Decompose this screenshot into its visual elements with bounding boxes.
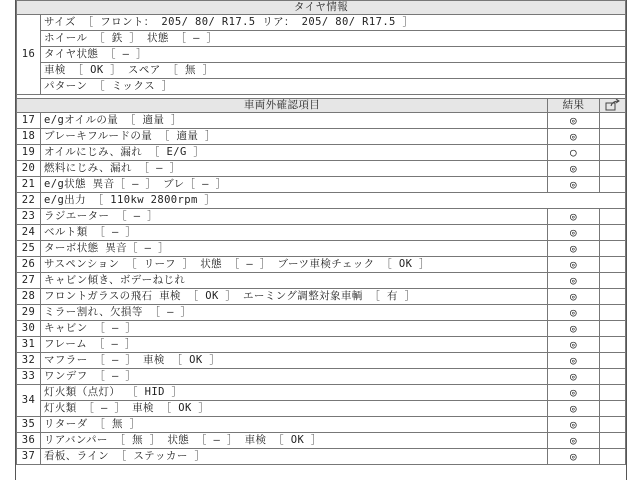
check-item: キャビン傾き、ボデーねじれ [41,273,548,289]
check-item: 灯火類 ［ ― ］ 車検 ［ OK ］ [41,401,548,417]
check-item: ラジエーター ［ ― ］ [41,209,548,225]
check-result: ◎ [548,129,600,145]
check-result: ◎ [548,305,600,321]
table-row [17,385,626,401]
blank-cell [600,353,626,369]
blank-cell [600,177,626,193]
tire-wheel: ホイール ［ 鉄 ］ 状態 ［ ― ］ [41,31,626,47]
check-result: ○ [548,145,600,161]
tire-info-table [16,0,626,95]
table-row [17,225,626,241]
check-item: マフラー ［ ― ］ 車検 ［ OK ］ [41,353,548,369]
tire-pattern: パターン ［ ミックス ］ [41,79,626,95]
table-row [17,289,626,305]
blank-cell [600,337,626,353]
row-number: 19 [17,145,41,161]
check-item: リターダ ［ 無 ］ [41,417,548,433]
exterior-header: 車両外確認項目 [17,99,548,113]
row-number: 30 [17,321,41,337]
table-row [17,161,626,177]
table-row [17,433,626,449]
row-number: 25 [17,241,41,257]
check-item: 燃料にじみ、漏れ ［ ― ］ [41,161,548,177]
blank-cell [600,129,626,145]
row-number: 31 [17,337,41,353]
check-item: e/g出力 ［ 110kw 2800rpm ］ [41,193,626,209]
check-result: ◎ [548,161,600,177]
blank-cell [600,369,626,385]
row-number: 21 [17,177,41,193]
blank-cell [600,385,626,401]
tire-condition: タイヤ状態 ［ ― ］ [41,47,626,63]
check-item: リアバンパー ［ 無 ］ 状態 ［ ― ］ 車検 ［ OK ］ [41,433,548,449]
table-row [17,273,626,289]
check-item: e/gオイルの量 ［ 適量 ］ [41,113,548,129]
check-result: ◎ [548,289,600,305]
blank-cell [600,433,626,449]
tire-inspection-spare: 車検 ［ OK ］ スペア ［ 無 ］ [41,63,626,79]
blank-cell [600,289,626,305]
row-number: 36 [17,433,41,449]
check-item: ターボ状態 異音［ ― ］ [41,241,548,257]
table-row [17,257,626,273]
check-item: フロントガラスの飛石 車検 ［ OK ］ エーミング調整対象車輌 ［ 有 ］ [41,289,548,305]
check-item: e/g状態 異音［ ― ］ ブレ［ ― ］ [41,177,548,193]
blank-cell [600,273,626,289]
tire-size: サイズ ［ フロント： 205/ 80/ R17.5 リア： 205/ 80/ R17.5 ］ [41,15,626,31]
tire-info-header: タイヤ情報 [17,1,626,15]
check-item: 灯火類（点灯） ［ HID ］ [41,385,548,401]
row-number: 28 [17,289,41,305]
check-item: 看板、ライン ［ ステッカー ］ [41,449,548,465]
row-number: 26 [17,257,41,273]
result-header: 結果 [548,99,600,113]
row-number: 18 [17,129,41,145]
table-row [17,337,626,353]
row-number: 23 [17,209,41,225]
check-result: ◎ [548,417,600,433]
check-result: ◎ [548,209,600,225]
check-item: ベルト類 ［ ― ］ [41,225,548,241]
blank-cell [600,321,626,337]
check-item: ブレーキフルードの量 ［ 適量 ］ [41,129,548,145]
table-row [17,193,626,209]
check-item: フレーム ［ ― ］ [41,337,548,353]
check-result: ◎ [548,241,600,257]
table-row [17,449,626,465]
row-number: 29 [17,305,41,321]
exterior-check-table [16,98,626,465]
table-row [17,177,626,193]
table-row [17,241,626,257]
table-row [17,145,626,161]
table-row [17,321,626,337]
blank-cell [600,113,626,129]
row-number: 33 [17,369,41,385]
check-result: ◎ [548,385,600,401]
blank-cell [600,449,626,465]
row-number: 32 [17,353,41,369]
table-row [17,305,626,321]
row-number-34: 34 [17,385,41,417]
blank-cell [600,417,626,433]
check-item: サスペンション ［ リーフ ］ 状態 ［ ― ］ ブーツ車検チェック ［ OK ］ [41,257,548,273]
check-result: ◎ [548,257,600,273]
row-number: 37 [17,449,41,465]
check-result: ◎ [548,177,600,193]
table-row [17,129,626,145]
check-result: ◎ [548,353,600,369]
row-number-16: 16 [17,15,41,95]
check-result: ◎ [548,225,600,241]
check-item: ワンデフ ［ ― ］ [41,369,548,385]
check-result: ◎ [548,433,600,449]
table-row [17,369,626,385]
check-result: ◎ [548,273,600,289]
row-number: 17 [17,113,41,129]
check-result: ◎ [548,337,600,353]
check-result: ◎ [548,321,600,337]
share-icon[interactable] [600,99,626,113]
row-number: 27 [17,273,41,289]
inspection-sheet [15,0,627,480]
blank-cell [600,241,626,257]
blank-cell [600,161,626,177]
blank-cell [600,305,626,321]
table-row [17,209,626,225]
row-number: 35 [17,417,41,433]
table-row [17,353,626,369]
blank-cell [600,209,626,225]
check-result: ◎ [548,401,600,417]
blank-cell [600,145,626,161]
row-number: 20 [17,161,41,177]
blank-cell [600,257,626,273]
check-result: ◎ [548,113,600,129]
table-row [17,113,626,129]
table-row [17,417,626,433]
check-item: ミラー割れ、欠損等 ［ ― ］ [41,305,548,321]
row-number: 24 [17,225,41,241]
check-item: オイルにじみ、漏れ ［ E/G ］ [41,145,548,161]
blank-cell [600,225,626,241]
check-result: ◎ [548,369,600,385]
check-result: ◎ [548,449,600,465]
table-row [17,401,626,417]
blank-cell [600,401,626,417]
check-item: キャビン ［ ― ］ [41,321,548,337]
row-number: 22 [17,193,41,209]
